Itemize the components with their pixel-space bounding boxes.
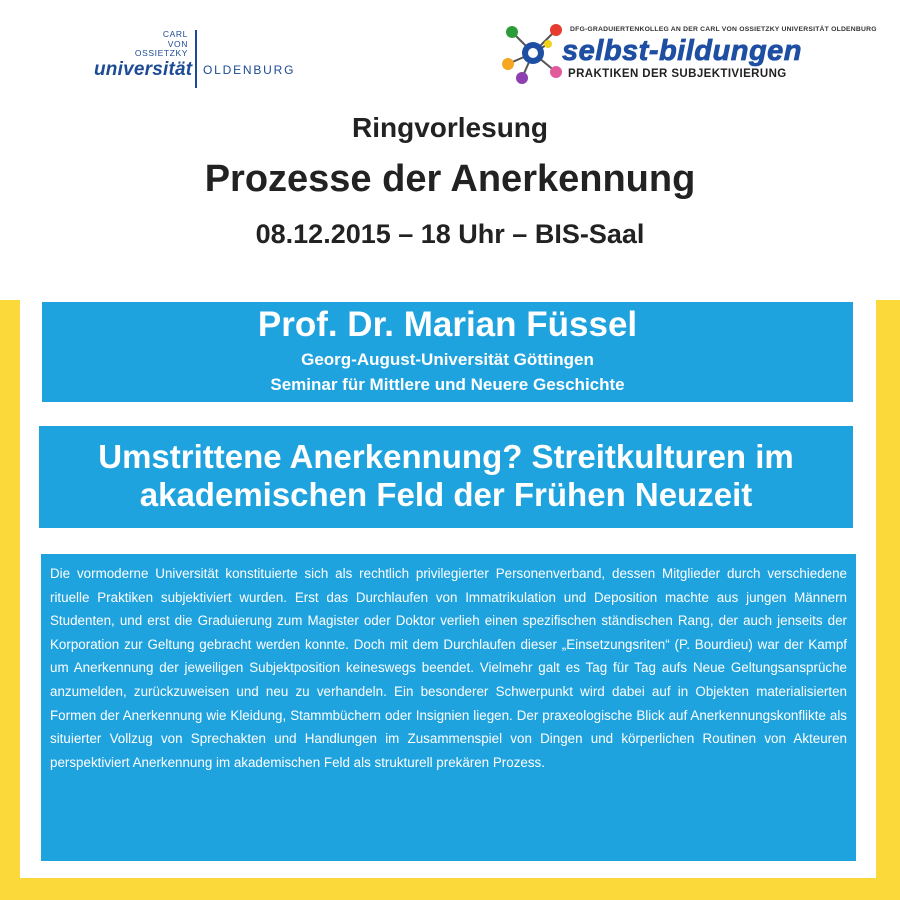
- uni-logo-name-stack: [135, 30, 188, 59]
- series-title: Ringvorlesung: [351, 112, 548, 143]
- talk-title-line-2: akademischen Feld der Frühen Neuzeit: [139, 476, 753, 513]
- speaker-name: Prof. Dr. Marian Füssel: [257, 305, 638, 344]
- talk-title-line-1: Umstrittene Anerkennung? Streitkulturen im: [98, 438, 794, 475]
- uni-logo-divider: [195, 30, 197, 88]
- series-topic: Prozesse der Anerkennung: [204, 158, 696, 200]
- speaker-department: Seminar für Mittlere und Neuere Geschichte: [270, 375, 625, 394]
- selbst-bildungen-logo: [500, 20, 877, 86]
- uni-logo-line-carl: CARL: [162, 29, 188, 39]
- uni-logo-word: universität: [94, 59, 193, 80]
- selbst-bildungen-subtitle: PRAKTIKEN DER SUBJEKTIVIERUNG: [568, 68, 787, 80]
- event-date-location: 08.12.2015 – 18 Uhr – BIS-Saal: [255, 219, 645, 249]
- talk-title-box: [39, 426, 853, 528]
- abstract-text: Die vormoderne Universität konstituierte sich als rechtlich privilegierter Personenverband, dessen Mitglieder durch verschiedene rituelle Praktiken subjektiviert wurden. Erst das Durchlaufen von Immatrikulation und Deposition machte aus jungen Männern Studenten, und erst die Graduierung zum Magister oder Doktor verlieh einen spezifischen ständischen Rang, der auch jenseits der Korporation zur Geltung gebracht werden konnte. Doch mit dem Durchlaufen dieser „Einsetzungsriten“ (P. Bourdieu) war der Kampf um Anerkennung der jeweiligen Subjektposition keineswegs beendet. Vielmehr galt es Tag für Tag aufs Neue Geltungsansprüche anzumelden, zurückzuweisen und neu zu verhandeln. Ein besonderer Schwerpunkt wird dabei auf in Objekten materialisierten Formen der Anerkennung wie Kleidung, Stammbüchern oder Insignien liegen. Der praxeologische Blick auf Anerkennungskonflikte als situierter Vollzug von Sprechakten und Handlungen im Zusammenspiel von Dingen und körperlichen Routinen von Akteuren perspektiviert Anerkennung im akademischen Feld als strukturell prekären Prozess.: [50, 566, 847, 770]
- uni-logo-line-von: VON: [167, 38, 188, 49]
- molecule-icon: [500, 20, 566, 86]
- uni-logo-line-ossietzky: OSSIETZKY: [134, 48, 188, 58]
- selbst-bildungen-top-line: DFG-GRADUIERTENKOLLEG AN DER CARL VON OSSIETZKY UNIVERSITÄT OLDENBURG: [570, 26, 877, 33]
- selbst-bildungen-name: selbst-bildungen: [562, 35, 802, 67]
- abstract-box: [41, 554, 856, 861]
- uni-oldenburg-logo: [94, 26, 314, 90]
- speaker-box: [42, 302, 853, 402]
- uni-logo-city: OLDENBURG: [203, 63, 296, 77]
- speaker-university: Georg-August-Universität Göttingen: [301, 350, 594, 369]
